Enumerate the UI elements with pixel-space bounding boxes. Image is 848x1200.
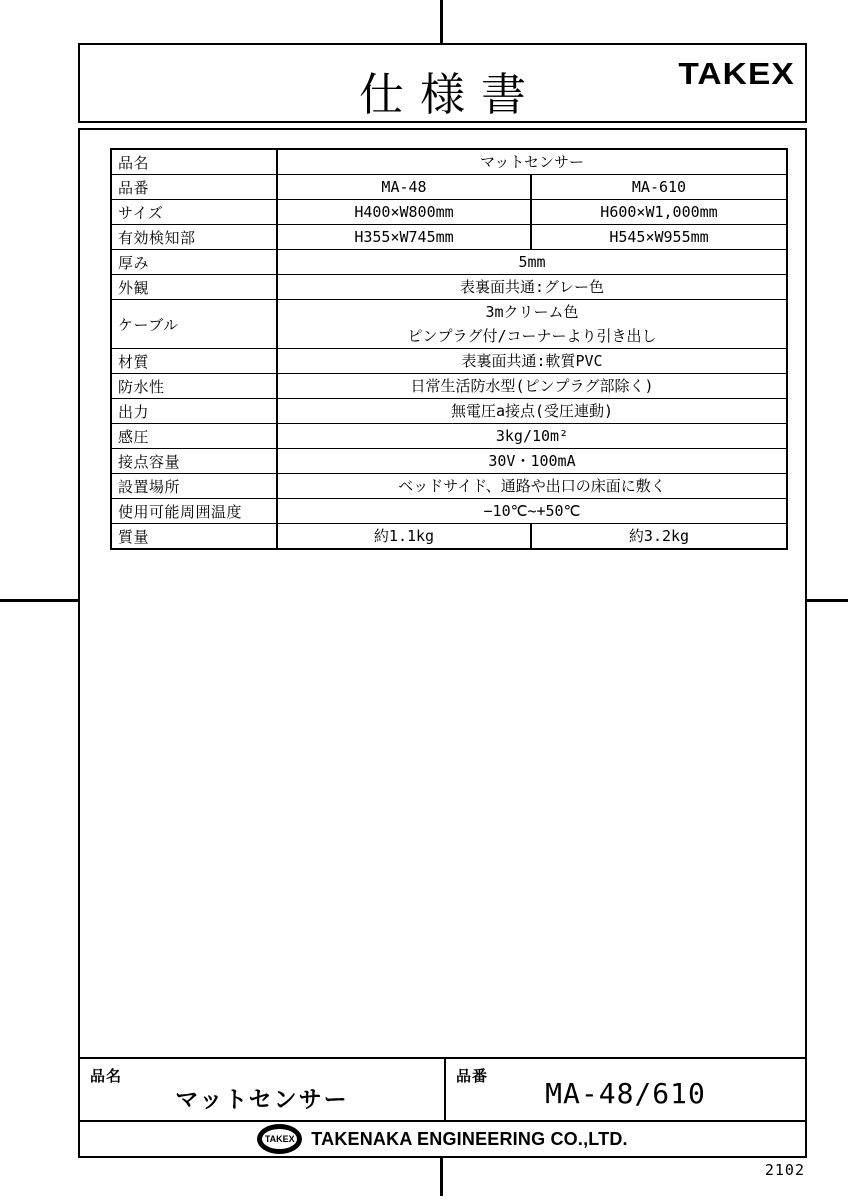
row-value	[278, 300, 786, 348]
row-label: 品名	[112, 150, 278, 174]
row-value-ma48: MA-48	[278, 175, 532, 199]
row-label: 材質	[112, 349, 278, 373]
row-value-ma610: H600×W1,000mm	[600, 203, 718, 221]
footer-number-value: MA-48/610	[545, 1077, 706, 1110]
row-value: 30V・100mA	[488, 452, 576, 470]
row-value: −10℃~+50℃	[483, 502, 581, 520]
cable-line-2: ピンプラグ付/コーナーより引き出し	[407, 327, 657, 345]
table-row	[112, 524, 786, 548]
row-label: 感圧	[112, 424, 278, 448]
table-row	[112, 374, 786, 399]
spec-area	[80, 130, 805, 1057]
company-name: TAKENAKA ENGINEERING CO.,LTD.	[311, 1128, 628, 1149]
row-value: 日常生活防水型(ピンプラグ部除く)	[410, 377, 654, 395]
main-frame	[78, 128, 807, 1158]
row-value: 表裏面共通:グレー色	[459, 278, 605, 296]
table-row	[112, 349, 786, 374]
row-label: 有効検知部	[112, 225, 278, 249]
row-label: 品番	[112, 175, 278, 199]
footer-number-cell	[446, 1059, 805, 1120]
row-value-ma610: 約3.2kg	[628, 527, 690, 545]
table-row	[112, 424, 786, 449]
table-row	[112, 250, 786, 275]
table-row	[112, 499, 786, 524]
spec-table	[110, 148, 788, 550]
row-value-ma610: H545×W955mm	[609, 228, 709, 246]
header-box	[78, 43, 807, 123]
footer-name-value: マットセンサー	[175, 1087, 349, 1113]
row-label: サイズ	[112, 200, 278, 224]
row-value: 3kg/10m²	[495, 427, 569, 445]
takex-circle-logo-icon: TAKEX	[257, 1124, 302, 1154]
row-value: 5mm	[518, 253, 546, 271]
row-label: 設置場所	[112, 474, 278, 498]
takex-brand-logo: TAKEX	[678, 56, 795, 91]
table-row	[112, 200, 786, 225]
row-label: 厚み	[112, 250, 278, 274]
row-label: 質量	[112, 524, 278, 548]
row-value: マットセンサー	[480, 153, 584, 171]
registration-mark-left	[0, 599, 79, 602]
row-label: 防水性	[112, 374, 278, 398]
row-value: 無電圧a接点(受圧連動)	[450, 402, 614, 420]
footer-title-block	[80, 1057, 805, 1120]
table-row	[112, 275, 786, 300]
page-number: 2102	[764, 1161, 805, 1179]
cable-line-1: 3mクリーム色	[485, 303, 579, 321]
table-row	[112, 225, 786, 250]
footer-name-label: 品名	[90, 1067, 123, 1085]
document-title: 仕様書	[358, 68, 542, 121]
row-value-ma48: 約1.1kg	[278, 524, 532, 548]
table-row	[112, 175, 786, 200]
table-row	[112, 474, 786, 499]
row-label: 外観	[112, 275, 278, 299]
row-label: 出力	[112, 399, 278, 423]
company-band	[80, 1120, 805, 1156]
table-row	[112, 150, 786, 175]
row-value-ma610: MA-610	[631, 178, 687, 196]
table-row	[112, 399, 786, 424]
registration-mark-right	[806, 599, 848, 602]
table-row-cable	[112, 300, 786, 349]
row-value-ma48: H400×W800mm	[278, 200, 532, 224]
row-value: 表裏面共通:軟質PVC	[461, 352, 603, 370]
row-label: 使用可能周囲温度	[112, 499, 278, 523]
footer-number-label: 品番	[456, 1067, 489, 1085]
table-row	[112, 449, 786, 474]
row-label: 接点容量	[112, 449, 278, 473]
registration-mark-top	[440, 0, 443, 43]
registration-mark-bottom	[440, 1158, 443, 1196]
row-value-ma48: H355×W745mm	[278, 225, 532, 249]
footer-name-cell	[80, 1059, 446, 1120]
row-label: ケーブル	[112, 300, 278, 348]
row-value: ベッドサイド、通路や出口の床面に敷く	[398, 477, 666, 495]
